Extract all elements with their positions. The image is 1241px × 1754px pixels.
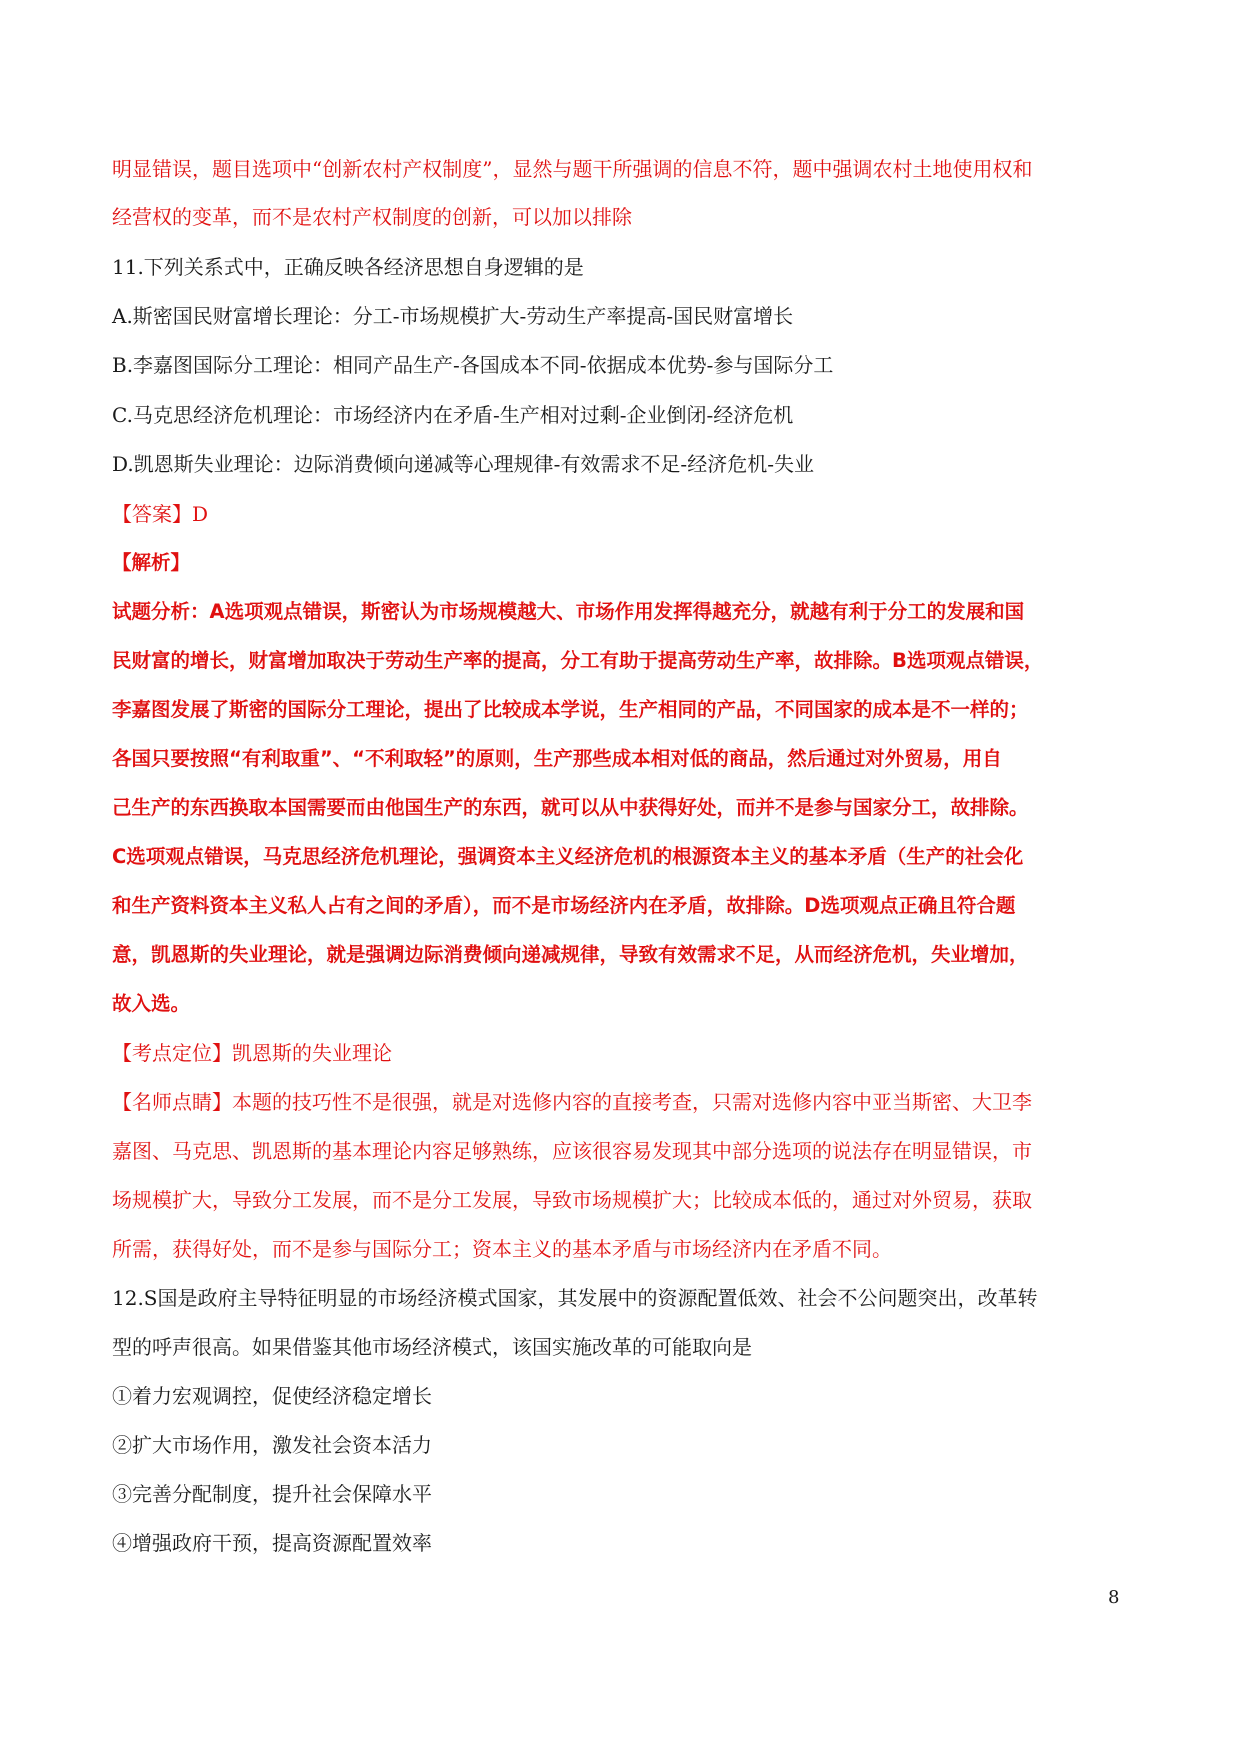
question-11-option-c: C.马克思经济危机理论：市场经济内在矛盾-生产相对过剩-企业倒闭-经济危机	[112, 403, 794, 427]
question-12-item-2: ②扩大市场作用，激发社会资本活力	[112, 1433, 432, 1457]
continuation-line-2: 经营权的变革，而不是农村产权制度的创新，可以加以排除	[112, 205, 632, 229]
question-11-stem: 11.下列关系式中，正确反映各经济思想自身逻辑的是	[112, 255, 584, 279]
question-12-item-1: ①着力宏观调控，促使经济稳定增长	[112, 1384, 432, 1408]
analysis-line-2: 民财富的增长，财富增加取决于劳动生产率的提高，分工有助于提高劳动生产率，故排除。B选项观点错误，	[112, 649, 1044, 672]
question-12-stem-line-1: 12.S国是政府主导特征明显的市场经济模式国家，其发展中的资源配置低效、社会不公问题突出，改革转	[112, 1286, 1038, 1310]
question-12-item-3: ③完善分配制度，提升社会保障水平	[112, 1482, 432, 1506]
analysis-label: 【解析】	[112, 551, 191, 574]
analysis-line-4: 各国只要按照“有利取重”、“不利取轻”的原则，生产那些成本相对低的商品，然后通过对外贸易，用自	[112, 747, 1002, 770]
mingshi-line-2: 嘉图、马克思、凯恩斯的基本理论内容足够熟练，应该很容易发现其中部分选项的说法存在明显错误，市	[112, 1139, 1032, 1163]
analysis-line-9: 故入选。	[112, 992, 191, 1015]
analysis-line-7: 和生产资料资本主义私人占有之间的矛盾），而不是市场经济内在矛盾，故排除。D选项观点正确且符合题	[112, 894, 1016, 917]
question-11-option-b: B.李嘉图国际分工理论：相同产品生产-各国成本不同-依据成本优势-参与国际分工	[112, 353, 834, 377]
analysis-line-6: C选项观点错误，马克思经济危机理论，强调资本主义经济危机的根源资本主义的基本矛盾（生产的社会化	[112, 845, 1024, 868]
answer-label: 【答案】D	[112, 502, 209, 526]
mingshi-line-3: 场规模扩大，导致分工发展，而不是分工发展，导致市场规模扩大；比较成本低的，通过对外贸易，获取	[112, 1188, 1032, 1212]
continuation-line-1: 明显错误，题目选项中“创新农村产权制度”，显然与题干所强调的信息不符，题中强调农村土地使用权和	[112, 157, 1033, 181]
kaodian-line: 【考点定位】凯恩斯的失业理论	[112, 1041, 392, 1065]
page-number: 8	[1108, 1587, 1120, 1608]
question-12-stem-line-2: 型的呼声很高。如果借鉴其他市场经济模式，该国实施改革的可能取向是	[112, 1335, 752, 1359]
mingshi-line-4: 所需，获得好处，而不是参与国际分工；资本主义的基本矛盾与市场经济内在矛盾不同。	[112, 1237, 892, 1261]
analysis-line-1: 试题分析：A选项观点错误，斯密认为市场规模越大、市场作用发挥得越充分，就越有利于分工的发展和国	[112, 600, 1025, 623]
analysis-line-3: 李嘉图发展了斯密的国际分工理论，提出了比较成本学说，生产相同的产品，不同国家的成本是不一样的；	[112, 698, 1029, 721]
analysis-line-5: 己生产的东西换取本国需要而由他国生产的东西，就可以从中获得好处，而并不是参与国家分工，故排除。	[112, 796, 1029, 819]
question-12-item-4: ④增强政府干预，提高资源配置效率	[112, 1531, 432, 1555]
question-11-option-a: A.斯密国民财富增长理论：分工-市场规模扩大-劳动生产率提高-国民财富增长	[112, 304, 794, 328]
analysis-line-8: 意，凯恩斯的失业理论，就是强调边际消费倾向递减规律，导致有效需求不足，从而经济危机，失业增加，	[112, 943, 1029, 966]
mingshi-line-1: 【名师点睛】本题的技巧性不是很强，就是对选修内容的直接考查，只需对选修内容中亚当斯密、大卫李	[112, 1090, 1032, 1114]
question-11-option-d: D.凯恩斯失业理论：边际消费倾向递减等心理规律-有效需求不足-经济危机-失业	[112, 452, 814, 476]
